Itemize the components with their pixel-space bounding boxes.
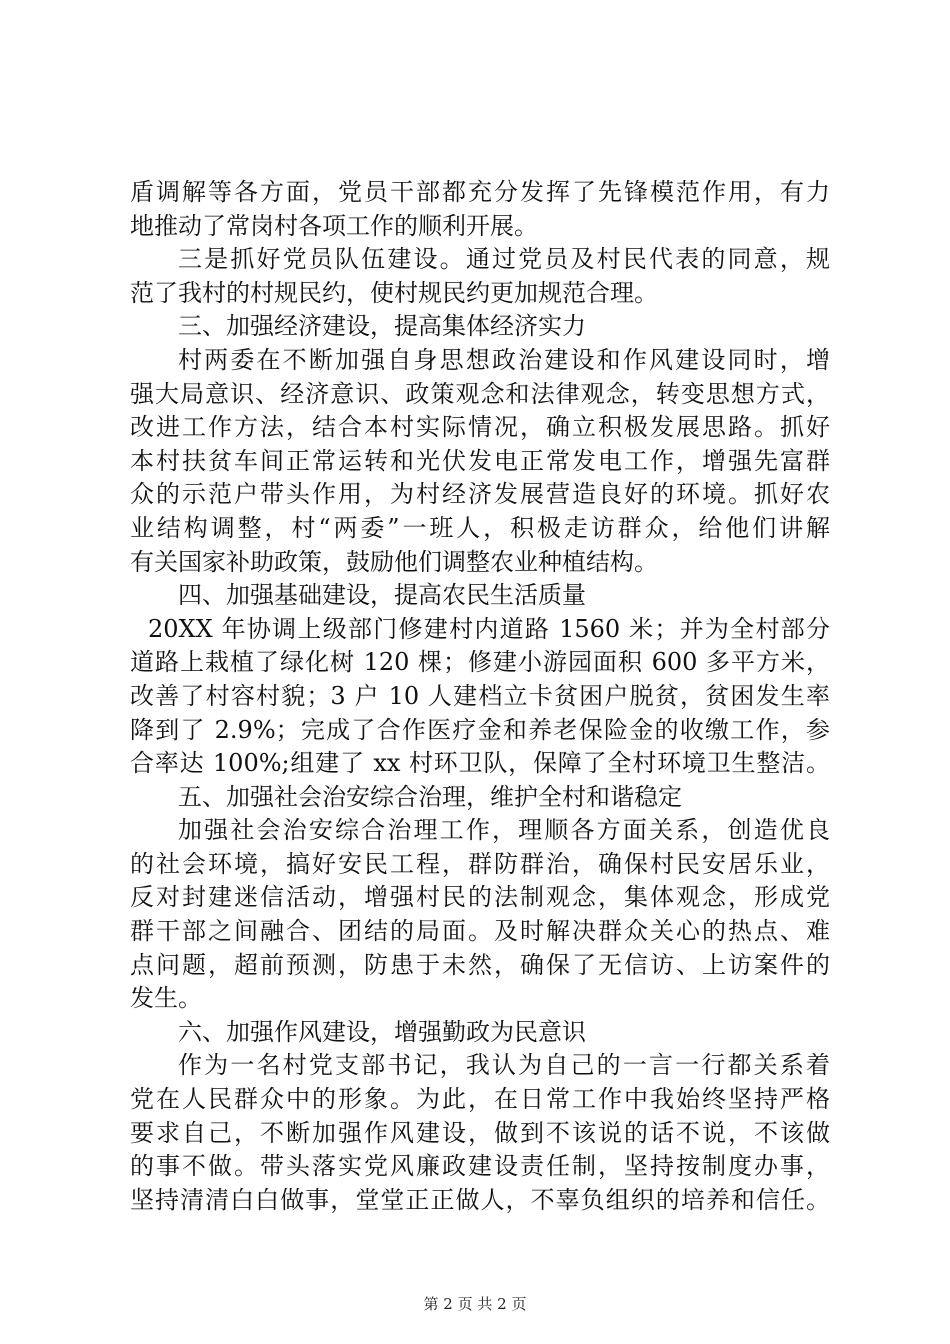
text-line: 发生。 xyxy=(130,984,202,1013)
text-line: 党在人民群众中的形象。为此，在日常工作中我始终坚持严格 xyxy=(130,1085,830,1114)
text-line: 地推动了常岗村各项工作的顺利开展。 xyxy=(130,211,538,240)
text-line: 群干部之间融合、团结的局面。及时解决群众关心的热点、难 xyxy=(130,917,830,946)
text-line: 反对封建迷信活动，增强村民的法制观念，集体观念，形成党 xyxy=(130,883,830,912)
text-line: 范了我村的村规民约，使村规民约更加规范合理。 xyxy=(130,278,658,307)
text-line: 要求自己，不断加强作风建设，做到不该说的话不说，不该做 xyxy=(130,1118,830,1147)
text-line: 村两委在不断加强自身思想政治建设和作风建设同时，增 xyxy=(178,345,830,374)
text-line: 作为一名村党支部书记，我认为自己的一言一行都关系着 xyxy=(178,1051,830,1080)
text-line: 三是抓好党员队伍建设。通过党员及村民代表的同意，规 xyxy=(178,245,830,274)
section-heading: 六、加强作风建设，增强勤政为民意识 xyxy=(178,1017,586,1046)
section-heading: 三、加强经济建设，提高集体经济实力 xyxy=(178,312,586,341)
text-line: 强大局意识、经济意识、政策观念和法律观念，转变思想方式， xyxy=(130,379,830,408)
text-line: 合率达 100%;组建了 xx 村环卫队，保障了全村环境卫生整洁。 xyxy=(130,749,830,778)
text-line: 坚持清清白白做事，堂堂正正做人，不辜负组织的培养和信任。 xyxy=(130,1185,830,1214)
text-line: 道路上栽植了绿化树 120 棵；修建小游园面积 600 多平方米， xyxy=(130,648,830,677)
text-line: 点问题，超前预测，防患于未然，确保了无信访、上访案件的 xyxy=(130,950,830,979)
section-heading: 四、加强基础建设，提高农民生活质量 xyxy=(178,581,586,610)
text-line: 的事不做。带头落实党风廉政建设责任制，坚持按制度办事， xyxy=(130,1152,830,1181)
text-line: 众的示范户带头作用，为村经济发展营造良好的环境。抓好农 xyxy=(130,480,830,509)
text-line: 盾调解等各方面，党员干部都充分发挥了先锋模范作用，有力 xyxy=(130,178,830,206)
text-line: 业结构调整，村“两委”一班人，积极走访群众，给他们讲解 xyxy=(130,513,830,542)
page-footer: 第 2 页 共 2 页 xyxy=(423,1295,527,1313)
section-heading: 五、加强社会治安综合治理，维护全村和谐稳定 xyxy=(178,782,682,811)
text-line: 20XX 年协调上级部门修建村内道路 1560 米；并为全村部分 xyxy=(148,614,830,643)
text-line: 本村扶贫车间正常运转和光伏发电正常发电工作，增强先富群 xyxy=(130,446,830,475)
text-line: 改进工作方法，结合本村实际情况，确立积极发展思路。抓好 xyxy=(130,413,830,442)
text-line: 降到了 2.9%；完成了合作医疗金和养老保险金的收缴工作，参 xyxy=(130,715,830,744)
text-line: 有关国家补助政策，鼓励他们调整农业种植结构。 xyxy=(130,547,658,576)
text-line: 加强社会治安综合治理工作，理顺各方面关系，创造优良 xyxy=(178,816,830,845)
text-line: 改善了村容村貌；3 户 10 人建档立卡贫困户脱贫，贫困发生率 xyxy=(130,681,830,710)
document-body xyxy=(130,176,830,1217)
text-line: 的社会环境，搞好安民工程，群防群治，确保村民安居乐业， xyxy=(130,849,830,878)
